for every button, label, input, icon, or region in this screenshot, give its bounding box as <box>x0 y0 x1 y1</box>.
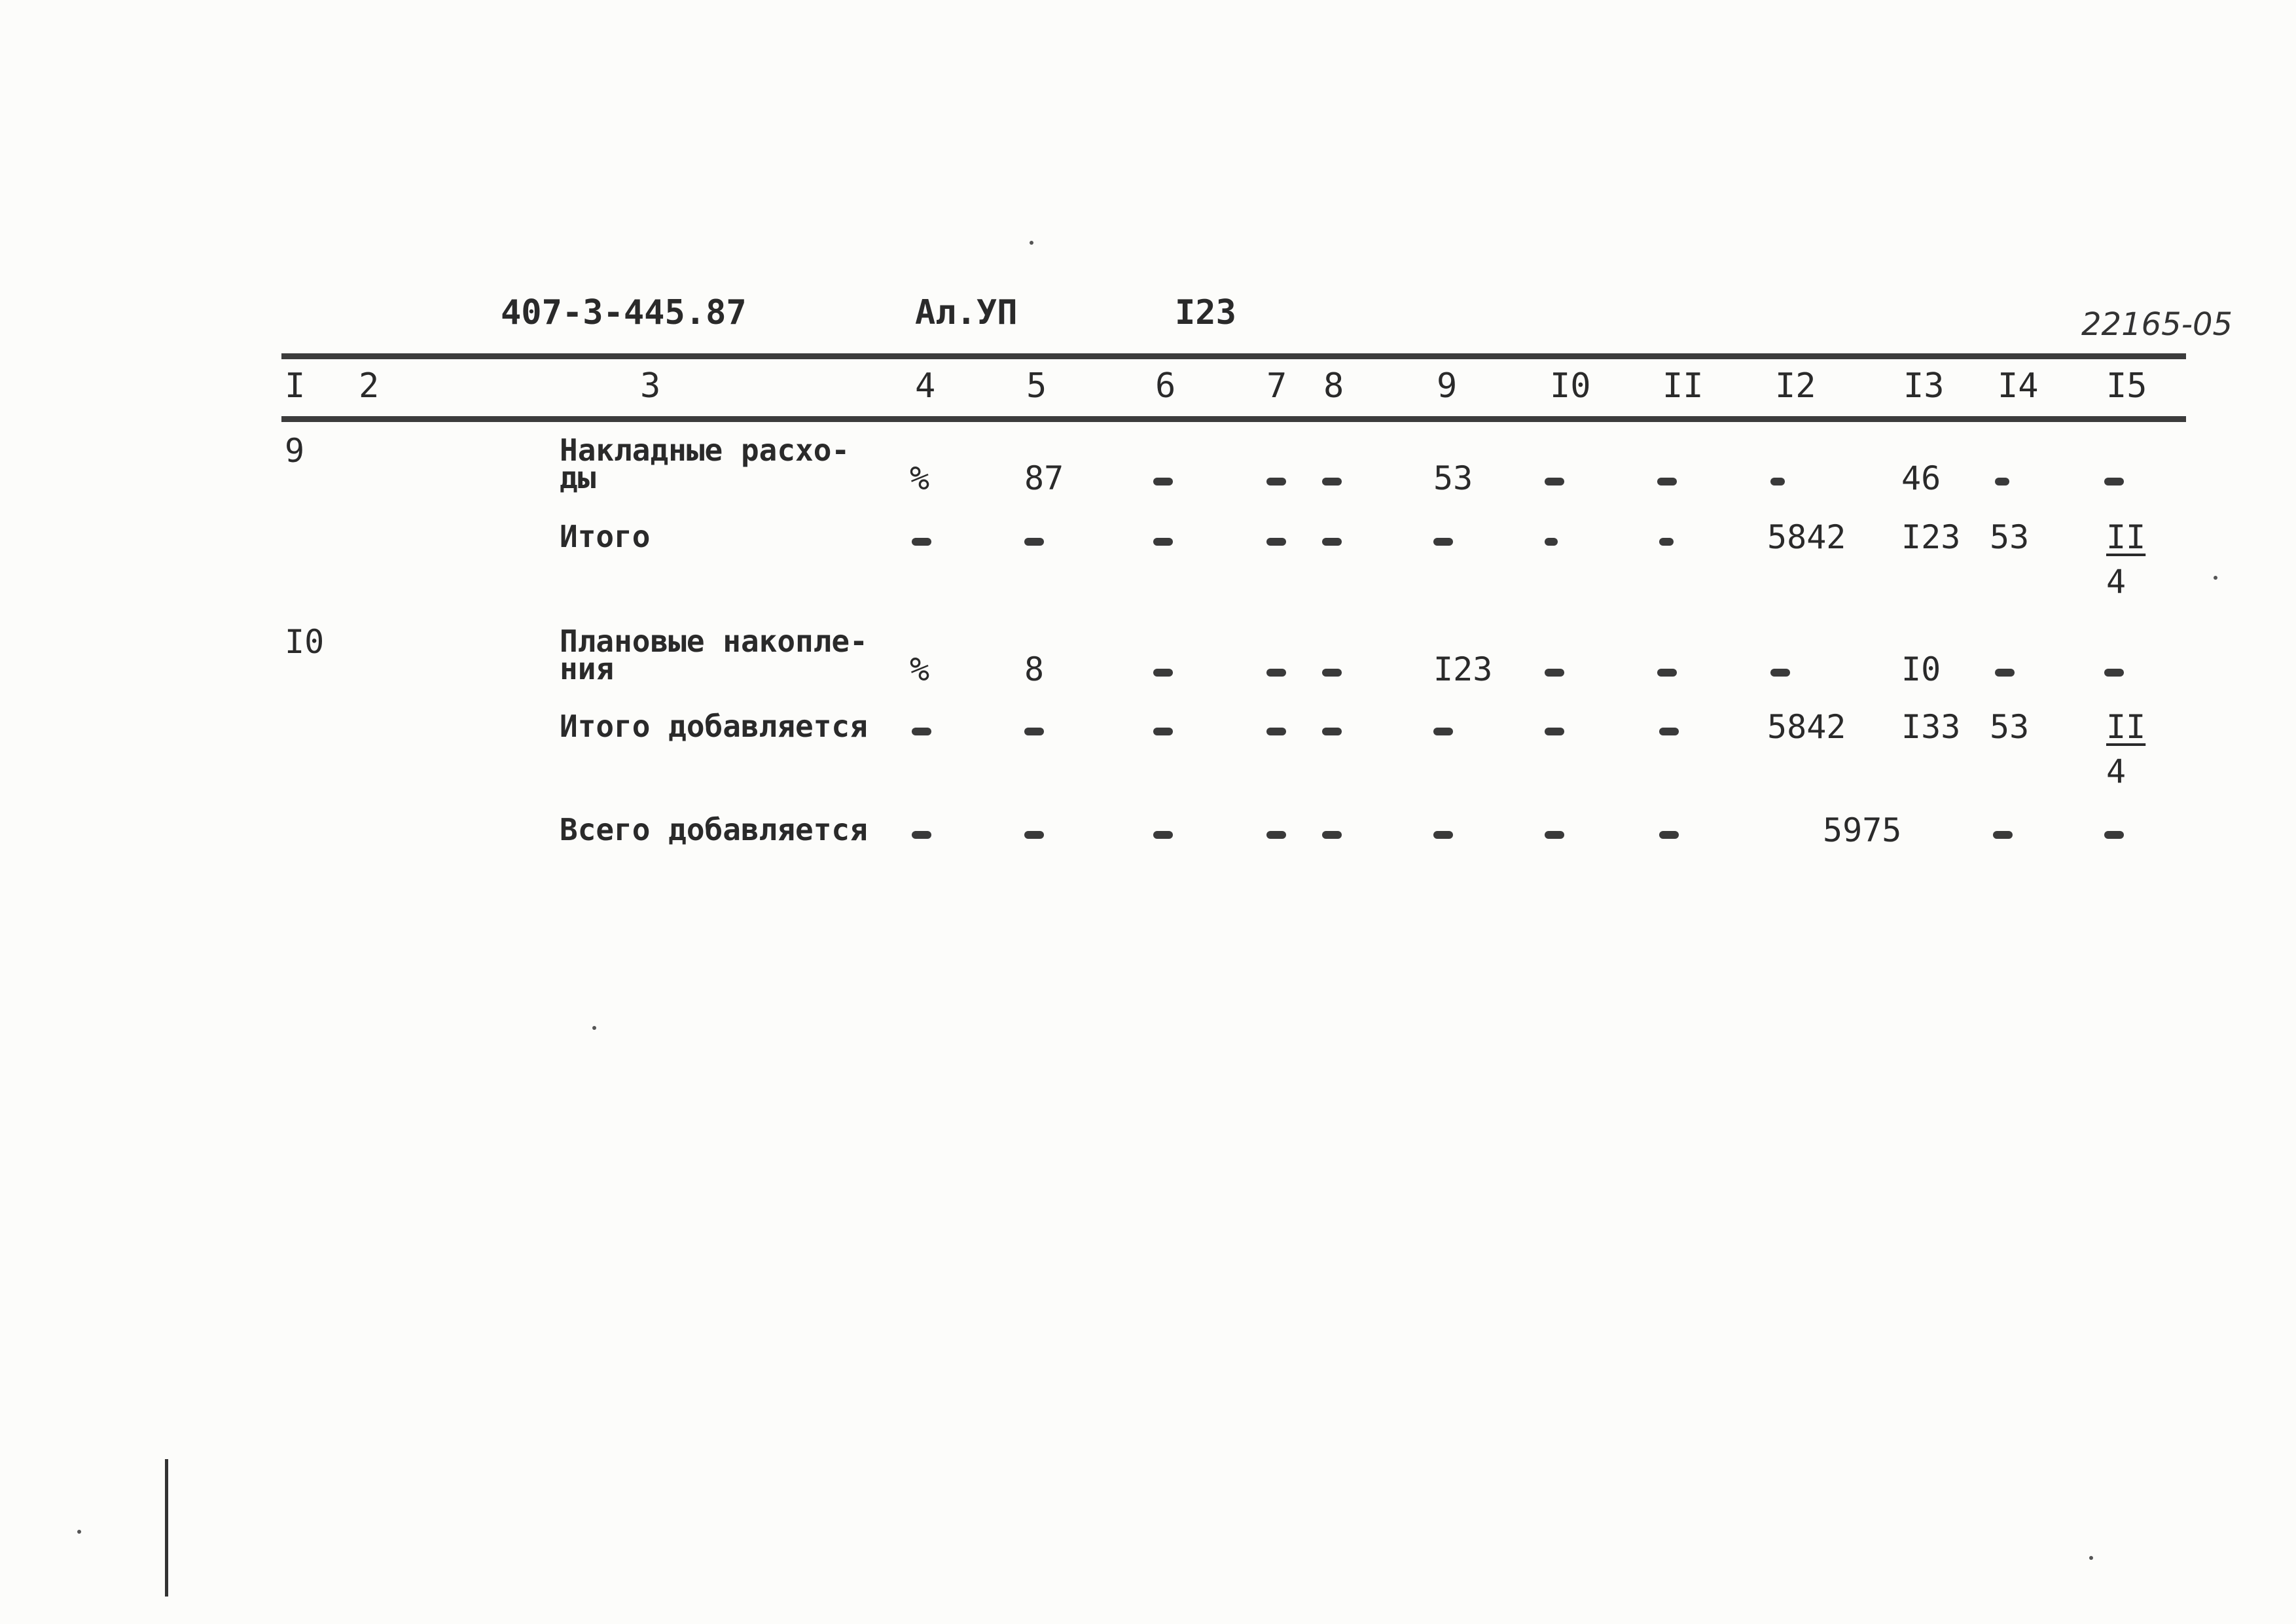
column-header-5: 5 <box>1026 366 1047 406</box>
dash-mark <box>1266 831 1286 839</box>
value-cell: 5842 <box>1767 708 1846 746</box>
fraction-numerator: II <box>2106 518 2146 556</box>
column-header-11: II <box>1662 366 1704 406</box>
value-cell: I23 <box>1433 650 1493 688</box>
document-code: 407-3-445.87 <box>501 293 747 332</box>
value-cell: I0 <box>1901 650 1941 688</box>
dash-mark <box>1322 831 1342 839</box>
column-header-10: I0 <box>1550 366 1591 406</box>
dash-mark <box>1322 538 1342 546</box>
dash-mark <box>1545 538 1558 546</box>
dash-mark <box>1995 478 2009 485</box>
dash-mark <box>1024 538 1044 546</box>
dash-mark <box>912 728 931 735</box>
dash-mark <box>1322 669 1342 677</box>
dash-mark <box>1153 669 1173 677</box>
value-cell: 5975 <box>1823 811 1902 849</box>
dash-mark <box>912 538 931 546</box>
row-number: 9 <box>285 432 305 470</box>
column-header-1: I <box>285 366 306 406</box>
fraction-numerator: II <box>2106 708 2146 746</box>
sheet-label: Ал.УП <box>915 293 1018 332</box>
value-cell: 53 <box>1990 708 2030 746</box>
scan-speck <box>2089 1556 2093 1560</box>
dash-mark <box>1322 478 1342 485</box>
row-description: Итого <box>560 519 651 554</box>
dash-mark <box>1659 538 1674 546</box>
dash-mark <box>912 831 931 839</box>
dash-mark <box>1657 669 1677 677</box>
dash-mark <box>1995 669 2015 677</box>
unit-cell: % <box>910 650 930 688</box>
dash-mark <box>1770 669 1790 677</box>
dash-mark <box>1266 728 1286 735</box>
column-header-3: 3 <box>640 366 661 406</box>
dash-mark <box>1433 831 1453 839</box>
dash-mark <box>1659 831 1679 839</box>
dash-mark <box>2104 669 2124 677</box>
table-header-rule <box>281 416 2186 422</box>
scan-speck <box>1030 241 1033 245</box>
dash-mark <box>1433 728 1453 735</box>
dash-mark <box>1659 728 1679 735</box>
column-header-14: I4 <box>1998 366 2039 406</box>
row-description: Итого добавляется <box>560 709 868 744</box>
unit-cell: % <box>910 459 930 497</box>
dash-mark <box>1545 728 1564 735</box>
row-description-line2: ды <box>560 460 596 495</box>
column-header-4: 4 <box>915 366 936 406</box>
dash-mark <box>1657 478 1677 485</box>
column-header-12: I2 <box>1775 366 1816 406</box>
row-description-line1: Плановые накопле- <box>560 624 868 659</box>
page-number: I23 <box>1175 293 1236 332</box>
dash-mark <box>1266 538 1286 546</box>
column-header-2: 2 <box>359 366 380 406</box>
column-header-7: 7 <box>1266 366 1287 406</box>
row-number: I0 <box>285 623 325 661</box>
row-description-line1: Накладные расхо- <box>560 432 850 468</box>
column-header-15: I5 <box>2106 366 2147 406</box>
scan-speck <box>592 1026 596 1030</box>
dash-mark <box>2104 831 2124 839</box>
row-description: Всего добавляется <box>560 812 868 847</box>
dash-mark <box>1545 669 1564 677</box>
dash-mark <box>1993 831 2013 839</box>
dash-mark <box>1024 728 1044 735</box>
archive-number: 22165-05 <box>2081 306 2233 343</box>
dash-mark <box>1153 728 1173 735</box>
dash-mark <box>1770 478 1785 485</box>
dash-mark <box>1266 669 1286 677</box>
dash-mark <box>1266 478 1286 485</box>
column-header-9: 9 <box>1437 366 1458 406</box>
value-cell: I23 <box>1901 518 1961 556</box>
dash-mark <box>1153 538 1173 546</box>
value-cell: 87 <box>1024 459 1064 497</box>
dash-mark <box>1153 831 1173 839</box>
value-cell: 5842 <box>1767 518 1846 556</box>
value-cell: 8 <box>1024 650 1045 688</box>
value-cell: 53 <box>1990 518 2030 556</box>
dash-mark <box>1545 478 1564 485</box>
binding-edge-mark <box>165 1459 168 1597</box>
column-header-6: 6 <box>1155 366 1176 406</box>
value-cell: 46 <box>1901 459 1941 497</box>
scan-speck <box>77 1530 81 1534</box>
dash-mark <box>1024 831 1044 839</box>
dash-mark <box>2104 478 2124 485</box>
column-header-13: I3 <box>1903 366 1945 406</box>
value-cell: I33 <box>1901 708 1961 746</box>
dash-mark <box>1322 728 1342 735</box>
table-top-rule <box>281 353 2186 359</box>
dash-mark <box>1433 538 1453 546</box>
dash-mark <box>1545 831 1564 839</box>
column-header-8: 8 <box>1323 366 1344 406</box>
dash-mark <box>1153 478 1173 485</box>
row-description-line2: ния <box>560 651 615 686</box>
value-cell: 53 <box>1433 459 1473 497</box>
fraction-denominator: 4 <box>2106 563 2126 601</box>
fraction-denominator: 4 <box>2106 752 2126 790</box>
scan-speck <box>2214 576 2217 580</box>
